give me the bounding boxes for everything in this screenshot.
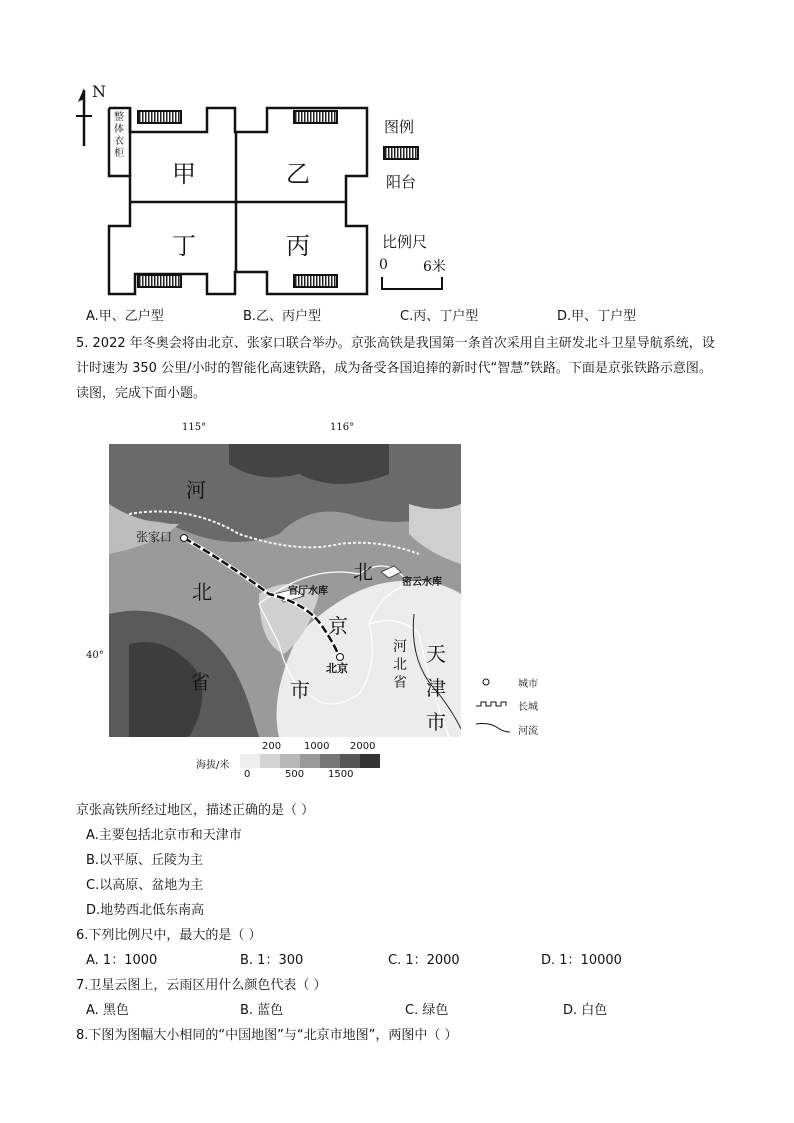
map-label-zhangjiakou: 张家口 xyxy=(136,530,173,544)
north-label: N xyxy=(92,82,106,101)
q5-option-a[interactable]: A.主要包括北京市和天津市 xyxy=(86,828,242,843)
map-lon-116: 116° xyxy=(330,422,355,433)
elev-tick-2000: 2000 xyxy=(350,741,376,752)
map-label-shi: 市 xyxy=(290,678,310,702)
room-bing: 丙 xyxy=(286,232,310,260)
wardrobe-label: 整体衣柜 xyxy=(114,112,124,159)
elev-swatch xyxy=(320,754,340,768)
map-label-hebei: 河北省 xyxy=(393,639,407,691)
map-legend-wall: 长城 xyxy=(518,702,538,713)
q4-option-d[interactable]: D.甲、丁户型 xyxy=(557,309,637,324)
room-yi: 乙 xyxy=(286,160,310,188)
river-icon xyxy=(476,724,510,733)
balcony-north-west xyxy=(137,110,182,124)
q4-option-c[interactable]: C.丙、丁户型 xyxy=(400,309,479,324)
elev-swatch xyxy=(340,754,360,768)
legend-balcony-swatch xyxy=(383,146,419,160)
elev-tick-1000: 1000 xyxy=(304,741,330,752)
room-ding: 丁 xyxy=(172,232,196,260)
elev-swatch xyxy=(300,754,320,768)
room-jia: 甲 xyxy=(172,160,196,188)
elev-swatch xyxy=(240,754,260,768)
scale-zero: 0 xyxy=(379,257,388,273)
q6-option-a[interactable]: A. 1：1000 xyxy=(86,953,158,968)
map-label-jin: 津 xyxy=(426,676,446,700)
q5-intro: 5. 2022 年冬奥会将由北京、张家口联合举办。京张高铁是我国第一条首次采用自主研发北斗卫星导航系统，设计时速为 350 公里/小时的智能化高速铁路，成为备受各国追捧的新时代“智慧”铁路。下面是京张铁路示意图。读图，完成下面小题。 xyxy=(76,336,715,401)
elev-tick-500: 500 xyxy=(285,769,305,780)
map-label-miyun: 密云水库 xyxy=(402,577,442,588)
elev-legend-title: 海拔/米 xyxy=(196,760,230,771)
map-lon-115: 115° xyxy=(182,422,207,433)
q7-stem: 7.卫星云图上，云雨区用什么颜色代表（ ） xyxy=(76,978,327,993)
map-label-sheng: 省 xyxy=(190,670,210,694)
scale-bar xyxy=(378,275,450,293)
floorplan-outline xyxy=(105,104,375,300)
map-label-guanting: 官厅水库 xyxy=(288,586,328,597)
q6-stem: 6.下列比例尺中，最大的是（ ） xyxy=(76,928,262,943)
scale-title: 比例尺 xyxy=(382,233,428,251)
q7-option-d[interactable]: D. 白色 xyxy=(563,1003,608,1018)
map-legend-symbols xyxy=(474,674,514,738)
q6-option-c[interactable]: C. 1：2000 xyxy=(388,953,460,968)
map-label-jing: 京 xyxy=(328,614,348,638)
map-lat-40: 40° xyxy=(86,650,104,661)
great-wall-icon xyxy=(476,702,506,706)
q5-option-b[interactable]: B.以平原、丘陵为主 xyxy=(86,853,204,868)
balcony-south-west xyxy=(137,274,182,288)
q4-option-a[interactable]: A.甲、乙户型 xyxy=(86,309,164,324)
q4-option-b[interactable]: B.乙、丙户型 xyxy=(243,309,322,324)
map-label-tian: 天 xyxy=(426,642,446,666)
scale-end: 6米 xyxy=(423,259,446,275)
q7-option-c[interactable]: C. 绿色 xyxy=(405,1003,449,1018)
elev-tick-1500: 1500 xyxy=(328,769,354,780)
elev-swatch xyxy=(280,754,300,768)
q5-option-d[interactable]: D.地势西北低东南高 xyxy=(86,903,205,918)
elev-tick-0: 0 xyxy=(244,769,251,780)
map-legend-river: 河流 xyxy=(518,726,538,737)
q5-option-c[interactable]: C.以高原、盆地为主 xyxy=(86,878,204,893)
q7-option-b[interactable]: B. 蓝色 xyxy=(240,1003,284,1018)
legend-title: 图例 xyxy=(384,118,415,136)
balcony-north-east xyxy=(293,110,338,124)
q8-stem: 8.下图为图幅大小相同的“中国地图”与“北京市地图”，两图中（ ） xyxy=(76,1028,458,1043)
map-canvas xyxy=(109,444,461,737)
elev-swatch xyxy=(360,754,380,768)
map-label-bei2: 北 xyxy=(353,560,373,584)
q5-stem: 京张高铁所经过地区，描述正确的是（ ） xyxy=(76,803,315,818)
elev-legend-bar xyxy=(240,754,380,768)
legend-balcony-label: 阳台 xyxy=(386,173,417,191)
elev-swatch xyxy=(260,754,280,768)
q7-option-a[interactable]: A. 黑色 xyxy=(86,1003,129,1018)
q6-option-b[interactable]: B. 1：300 xyxy=(240,953,304,968)
q6-option-d[interactable]: D. 1：10000 xyxy=(541,953,622,968)
map-label-bei: 北 xyxy=(192,580,212,604)
balcony-south-east xyxy=(293,274,338,288)
map-label-he: 河 xyxy=(186,478,206,502)
elev-tick-200: 200 xyxy=(262,741,282,752)
map-label-beijing: 北京 xyxy=(326,662,348,675)
map-legend-city: 城市 xyxy=(518,679,538,690)
map-label-shi2: 市 xyxy=(426,710,446,734)
